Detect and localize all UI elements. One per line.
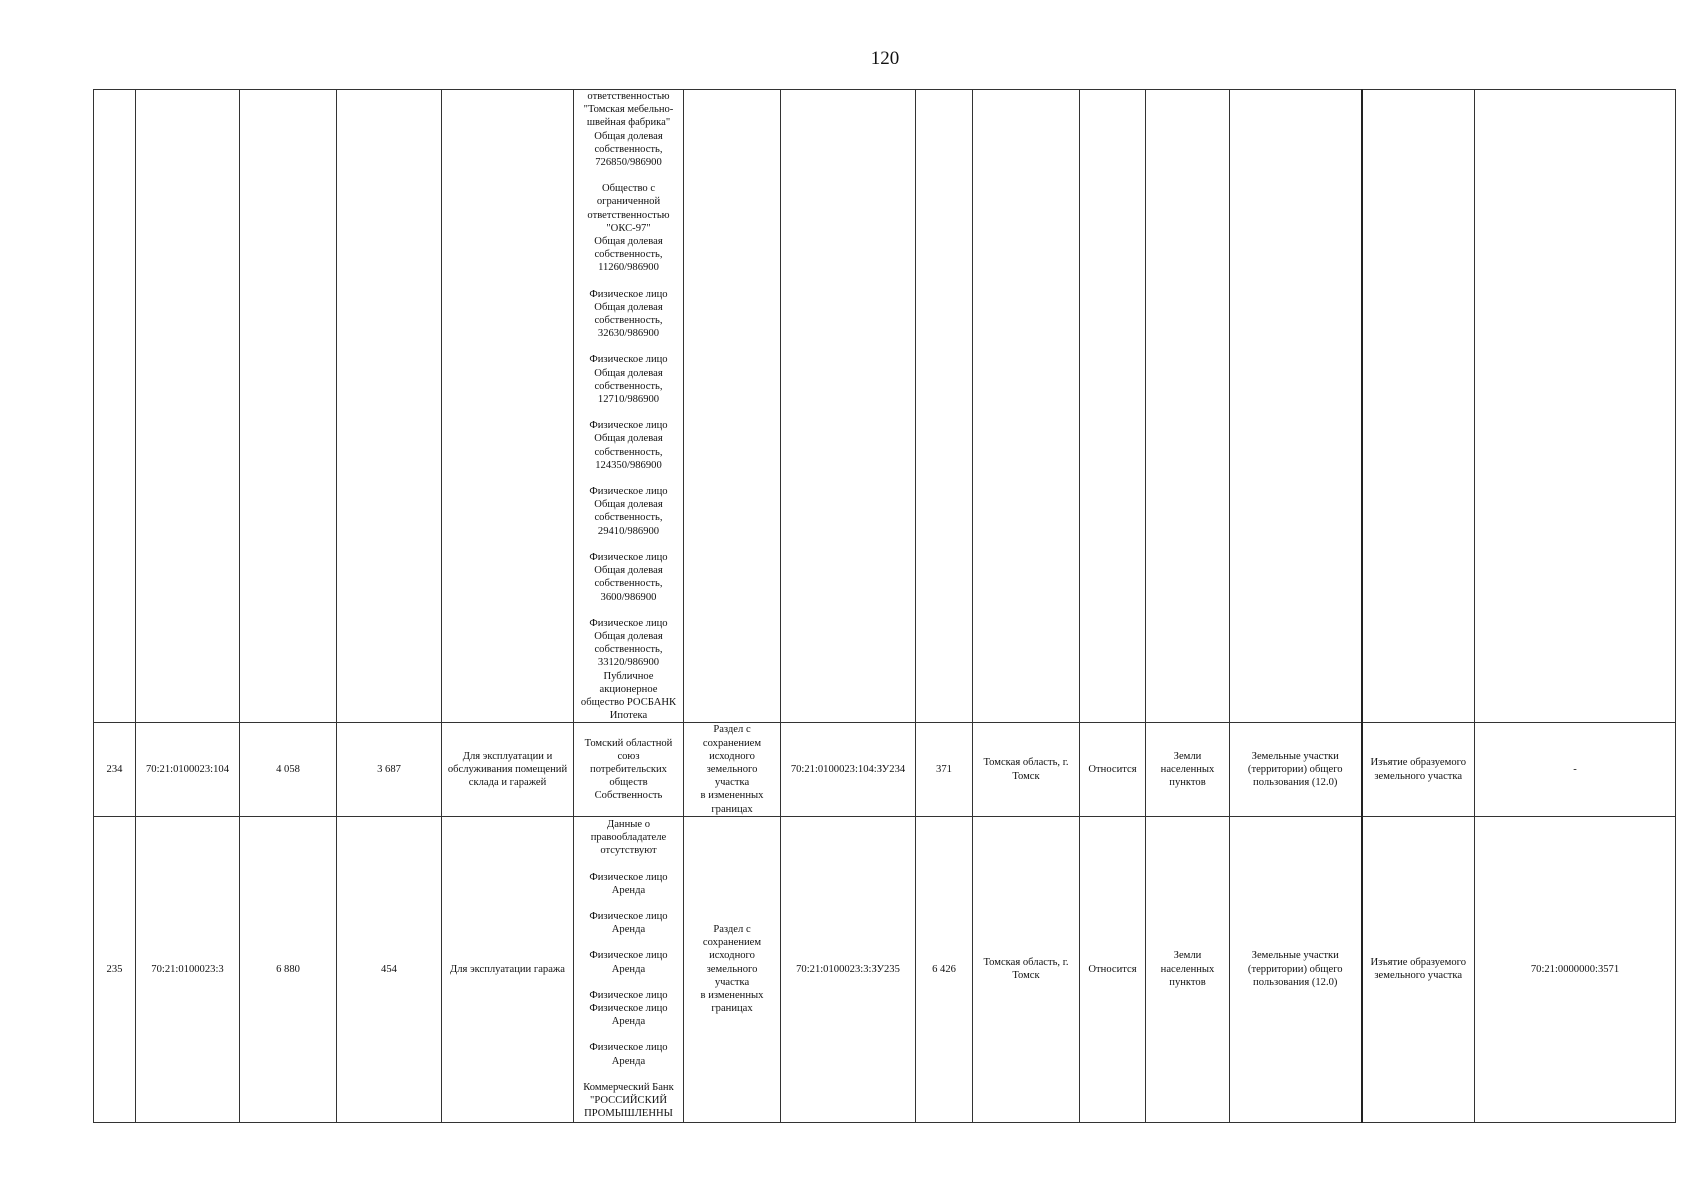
affected-area-cell: 3 687: [337, 723, 442, 816]
rights-holder-line: ответственностью: [587, 91, 670, 102]
rights-holder-line: Общая долевая: [594, 565, 663, 577]
rights-holder-entry: [576, 949, 681, 975]
rights-holder-line: Общая долевая: [594, 630, 663, 642]
affected-area-cell: 454: [337, 816, 442, 1122]
rights-holder-line: 726850/986900: [595, 157, 662, 169]
permitted-use-original-cell: Для эксплуатации гаража: [442, 816, 574, 1122]
rights-holders-cell: [574, 723, 684, 816]
rights-holder-line: отсутствуют: [600, 845, 657, 857]
table-row: [94, 723, 1676, 816]
rights-holder-line: ограниченной: [596, 196, 661, 208]
address-cell: Томская область, г. Томск: [973, 816, 1080, 1122]
formation-method-line: Раздел с: [713, 724, 751, 736]
formation-method-cell: [684, 816, 781, 1122]
new-plot-area-cell: 6 426: [916, 816, 973, 1122]
formation-method-cell: [684, 90, 781, 723]
rights-holder-line: собственность,: [594, 578, 663, 590]
total-area-cell: [240, 90, 337, 723]
rights-holder-line: Коммерческий Банк: [583, 1081, 674, 1093]
rights-holder-entry: [576, 551, 681, 604]
rights-holder-line: Общая долевая: [594, 130, 663, 142]
rights-holder-entry: [576, 485, 681, 538]
formation-method-line: исходного: [709, 750, 755, 762]
rights-holder-line: обществ: [609, 777, 648, 789]
rights-holder-line: "РОССИЙСКИЙ: [590, 1095, 667, 1107]
cadastral-number-cell: 70:21:0100023:104: [136, 723, 240, 816]
rights-holder-line: Физическое лицо: [589, 871, 668, 883]
rights-holder-line: Физическое лицо: [589, 420, 668, 432]
permitted-use-cell: [1230, 90, 1362, 723]
rights-holder-entry: [576, 1041, 681, 1067]
formation-method-line: земельного: [706, 963, 758, 975]
rights-holder-line: 11260/986900: [598, 262, 659, 274]
permitted-use-original-cell: Для эксплуатации и обслуживания помещений склада и гаражей: [442, 723, 574, 816]
rights-holder-line: ПРОМЫШЛЕННЫ: [584, 1108, 673, 1120]
rights-holder-line: Аренда: [611, 1055, 646, 1067]
formation-method-line: границах: [711, 1003, 753, 1015]
rights-holder-line: потребительских: [590, 763, 667, 775]
rights-holder-entry: [576, 90, 681, 169]
rights-holder-line: Физическое лицо: [589, 354, 668, 366]
rights-holder-entry: [576, 818, 681, 858]
row-number-cell: [94, 90, 136, 723]
new-plot-area-cell: 371: [916, 723, 973, 816]
rights-holder-line: Аренда: [611, 1016, 646, 1028]
total-area-cell: 6 880: [240, 816, 337, 1122]
rights-holder-line: Физическое лицо: [589, 1042, 668, 1054]
rights-holder-line: Аренда: [611, 924, 646, 936]
affected-area-cell: [337, 90, 442, 723]
rights-holder-line: Аренда: [611, 963, 646, 975]
rights-holder-line: правообладателе: [590, 832, 667, 844]
formation-method-line: Раздел с: [713, 924, 751, 936]
rights-holder-line: собственность,: [594, 249, 663, 261]
purpose-cell: [1362, 90, 1475, 723]
land-registry-table: [93, 89, 1676, 1123]
relation-cell: Относится: [1080, 816, 1146, 1122]
new-plot-area-cell: [916, 90, 973, 723]
purpose-cell: Изъятие образуемого земельного участка: [1362, 816, 1475, 1122]
formation-method-line: в измененных: [700, 790, 764, 802]
purpose-cell: Изъятие образуемого земельного участка: [1362, 723, 1475, 816]
rights-holder-line: Физическое лицо: [589, 1003, 668, 1015]
extra-cadastral-cell: [1475, 90, 1676, 723]
new-plot-number-cell: [781, 90, 916, 723]
formation-method-cell: [684, 723, 781, 816]
row-number-cell: 234: [94, 723, 136, 816]
rights-holders-cell: [574, 816, 684, 1122]
rights-holder-line: Физическое лицо: [589, 617, 668, 629]
rights-holder-line: Общая долевая: [594, 301, 663, 313]
rights-holder-line: Данные о: [606, 819, 651, 831]
rights-holder-line: Физическое лицо: [589, 288, 668, 300]
address-cell: [973, 90, 1080, 723]
formation-method-line: земельного: [706, 763, 758, 775]
rights-holder-entry: [576, 989, 681, 1029]
rights-holder-line: собственность,: [594, 380, 663, 392]
rights-holder-line: собственность,: [594, 446, 663, 458]
total-area-cell: 4 058: [240, 723, 337, 816]
rights-holder-line: швейная фабрика": [586, 117, 671, 129]
rights-holders-cell: [574, 90, 684, 723]
permitted-use-cell: Земельные участки (территории) общего пользования (12.0): [1230, 816, 1362, 1122]
rights-holder-line: Физическое лицо: [589, 950, 668, 962]
rights-holder-line: Аренда: [611, 884, 646, 896]
rights-holder-line: Собственность: [594, 790, 663, 802]
land-category-cell: [1146, 90, 1230, 723]
rights-holder-line: 32630/986900: [597, 328, 660, 340]
rights-holder-line: собственность,: [594, 143, 663, 155]
rights-holder-line: собственность,: [594, 644, 663, 656]
rights-holder-line: Общая долевая: [594, 433, 663, 445]
rights-holder-entry: [576, 1081, 681, 1121]
formation-method-line: сохранением: [702, 737, 762, 749]
extra-cadastral-cell: 70:21:0000000:3571: [1475, 816, 1676, 1122]
new-plot-number-cell: 70:21:0100023:104:ЗУ234: [781, 723, 916, 816]
rights-holder-line: Физическое лицо: [589, 551, 668, 563]
page-number: 120: [870, 48, 900, 69]
rights-holder-line: собственность,: [594, 315, 663, 327]
new-plot-number-cell: 70:21:0100023:3:ЗУ235: [781, 816, 916, 1122]
rights-holder-line: ответственностью: [587, 209, 670, 221]
land-category-cell: Земли населенных пунктов: [1146, 816, 1230, 1122]
relation-cell: Относится: [1080, 723, 1146, 816]
formation-method-line: участка: [714, 976, 750, 988]
rights-holder-entry: [576, 288, 681, 341]
rights-holder-line: Ипотека: [609, 710, 648, 722]
rights-holder-line: Физическое лицо: [589, 911, 668, 923]
rights-holder-entry: [576, 182, 681, 274]
formation-method-line: участка: [714, 777, 750, 789]
rights-holder-entry: [576, 910, 681, 936]
cadastral-number-cell: 70:21:0100023:3: [136, 816, 240, 1122]
rights-holder-line: 124350/986900: [595, 459, 662, 471]
address-cell: Томская область, г. Томск: [973, 723, 1080, 816]
formation-method-line: границах: [711, 803, 753, 815]
rights-holder-line: Физическое лицо: [589, 486, 668, 498]
rights-holder-entry: [576, 737, 681, 803]
formation-method-line: в измененных: [700, 990, 764, 1002]
land-category-cell: Земли населенных пунктов: [1146, 723, 1230, 816]
rights-holder-line: 33120/986900: [597, 657, 660, 669]
rights-holder-line: 29410/986900: [597, 525, 660, 537]
rights-holder-line: Общество с: [601, 183, 656, 195]
rights-holder-line: Публичное: [603, 670, 654, 682]
rights-holder-entry: [576, 871, 681, 897]
rights-holder-line: Физическое лицо: [589, 989, 668, 1001]
permitted-use-cell: Земельные участки (территории) общего пользования (12.0): [1230, 723, 1362, 816]
formation-method-line: исходного: [709, 950, 755, 962]
rights-holder-line: 12710/986900: [597, 394, 660, 406]
rights-holder-line: "Томская мебельно-: [583, 104, 674, 116]
rights-holder-line: общество РОСБАНК: [580, 696, 677, 708]
row-number-cell: 235: [94, 816, 136, 1122]
rights-holder-line: акционерное: [599, 683, 658, 695]
rights-holder-line: Общая долевая: [594, 236, 663, 248]
rights-holder-entry: [576, 353, 681, 406]
relation-cell: [1080, 90, 1146, 723]
rights-holder-line: союз: [617, 750, 640, 762]
cadastral-number-cell: [136, 90, 240, 723]
rights-holder-entry: [576, 617, 681, 723]
table-row: [94, 90, 1676, 723]
rights-holder-line: Общая долевая: [594, 367, 663, 379]
rights-holder-line: "ОКС-97": [606, 222, 651, 234]
permitted-use-original-cell: [442, 90, 574, 723]
extra-cadastral-cell: -: [1475, 723, 1676, 816]
rights-holder-line: 3600/986900: [600, 591, 657, 603]
rights-holder-entry: [576, 419, 681, 472]
table-row: [94, 816, 1676, 1122]
rights-holder-line: Томский областной: [584, 737, 673, 749]
rights-holder-line: собственность,: [594, 512, 663, 524]
formation-method-line: сохранением: [702, 937, 762, 949]
rights-holder-line: Общая долевая: [594, 499, 663, 511]
